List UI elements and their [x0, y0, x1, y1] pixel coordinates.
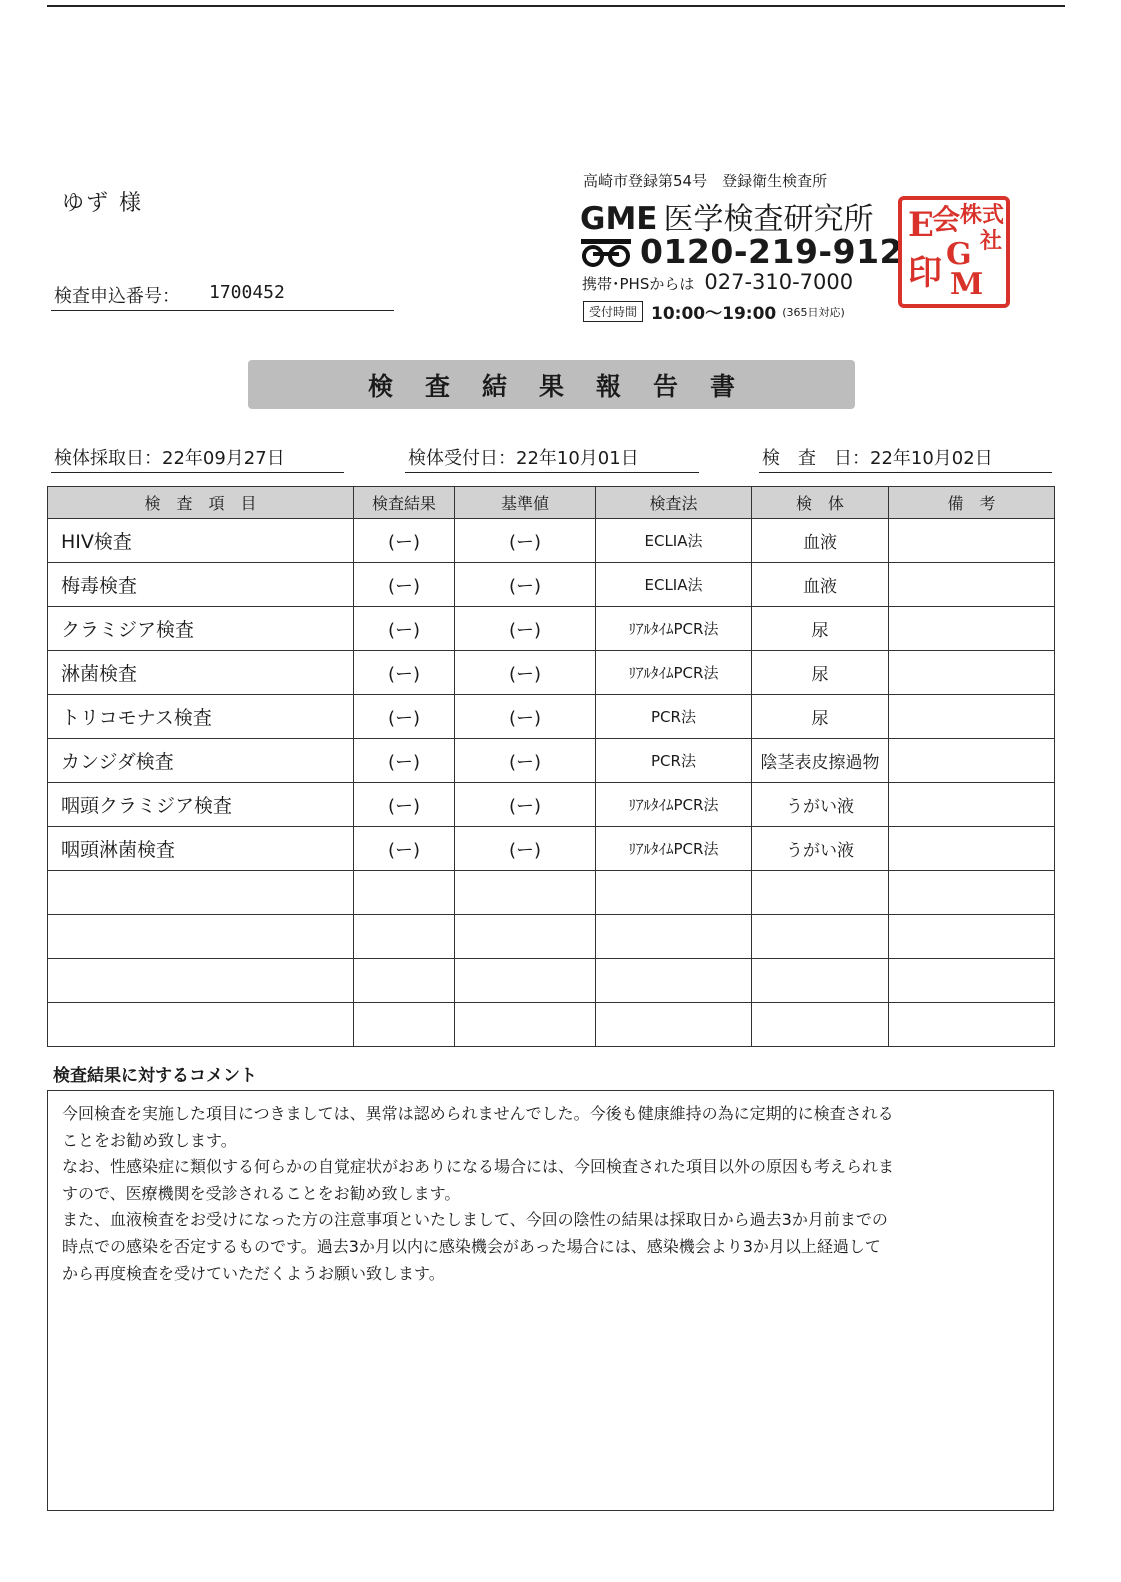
- cell-item: [48, 959, 354, 1003]
- report-title: 検査結果報告書: [248, 360, 855, 409]
- receipt-date: 検体受付日：22年10月01日: [405, 444, 699, 473]
- comment-line: 時点での感染を否定するものです。過去3か月以内に感染機会があった場合には、感染機会より3か月以上経過して: [62, 1236, 881, 1256]
- cell-item: [48, 915, 354, 959]
- cell-result: [354, 915, 455, 959]
- table-row: [48, 607, 1055, 651]
- cell-specimen: 尿: [752, 607, 889, 651]
- col-header-item: 検 査 項 目: [48, 487, 354, 519]
- seal-char: 印: [908, 253, 942, 293]
- cell-method: ﾘｱﾙﾀｲﾑPCR法: [596, 651, 752, 695]
- seal-char: G: [946, 237, 972, 272]
- cell-result: (ー): [354, 607, 455, 651]
- cell-method: [596, 1003, 752, 1047]
- seal-char: M: [950, 267, 984, 302]
- cell-method: ﾘｱﾙﾀｲﾑPCR法: [596, 783, 752, 827]
- cell-reference: (ー): [455, 783, 596, 827]
- cell-item: 咽頭クラミジア検査: [48, 783, 354, 827]
- cell-specimen: うがい液: [752, 783, 889, 827]
- table-row: [48, 563, 1055, 607]
- cell-item: [48, 871, 354, 915]
- cell-remarks: [889, 695, 1055, 739]
- cell-method: [596, 871, 752, 915]
- cell-item: [48, 1003, 354, 1047]
- cell-reference: (ー): [455, 563, 596, 607]
- cell-reference: (ー): [455, 651, 596, 695]
- table-row: [48, 871, 1055, 915]
- cell-result: (ー): [354, 827, 455, 871]
- collection-date: 検体採取日：22年09月27日: [51, 444, 344, 473]
- cell-method: PCR法: [596, 695, 752, 739]
- cell-item: トリコモナス検査: [48, 695, 354, 739]
- cell-method: [596, 915, 752, 959]
- cell-specimen: 尿: [752, 695, 889, 739]
- cell-specimen: 血液: [752, 519, 889, 563]
- application-number-field: [51, 282, 394, 311]
- cell-reference: (ー): [455, 739, 596, 783]
- lab-name-text: 医学検査研究所: [663, 202, 874, 237]
- table-row: [48, 915, 1055, 959]
- top-rule: [47, 5, 1065, 7]
- cell-method: PCR法: [596, 739, 752, 783]
- col-header-remarks: 備 考: [889, 487, 1055, 519]
- cell-specimen: [752, 871, 889, 915]
- results-table: [47, 486, 1055, 1047]
- hours-badge: 受付時間: [583, 301, 643, 322]
- comment-line: すので、医療機関を受診されることをお勧め致します。: [62, 1183, 461, 1203]
- comment-line: 今回検査を実施した項目につきましては、異常は認められませんでした。今後も健康維持の為に定期的に検査される: [62, 1104, 894, 1123]
- lab-registration: 高崎市登録第54号 登録衛生検査所: [583, 172, 828, 190]
- freedial-icon: [580, 237, 632, 267]
- cell-remarks: [889, 1003, 1055, 1047]
- application-number-label: 検査申込番号：: [54, 286, 180, 307]
- cell-specimen: 陰茎表皮擦過物: [752, 739, 889, 783]
- cell-item: HIV検査: [48, 519, 354, 563]
- cell-reference: [455, 871, 596, 915]
- cell-reference: (ー): [455, 827, 596, 871]
- seal-char: E: [908, 205, 934, 245]
- cell-result: (ー): [354, 783, 455, 827]
- comment-line: また、血液検査をお受けになった方の注意事項といたしまして、今回の陰性の結果は採取日から過去3か月前までの: [62, 1210, 888, 1230]
- cell-result: (ー): [354, 695, 455, 739]
- seal-char: 会: [932, 203, 961, 236]
- comment-line: から再度検査を受けていただくようお願い致します。: [62, 1263, 445, 1283]
- col-header-result: 検査結果: [354, 487, 455, 519]
- table-row: [48, 1003, 1055, 1047]
- cell-item: クラミジア検査: [48, 607, 354, 651]
- cell-remarks: [889, 739, 1055, 783]
- comment-line: なお、性感染症に類似する何らかの自覚症状がおありになる場合には、今回検査された項目以外の原因も考えられま: [62, 1157, 895, 1177]
- cell-remarks: [889, 827, 1055, 871]
- table-header-row: [48, 487, 1055, 519]
- exam-date: 検 査 日：22年10月02日: [759, 444, 1052, 473]
- mobile-line: [582, 270, 853, 294]
- cell-result: [354, 959, 455, 1003]
- cell-result: (ー): [354, 519, 455, 563]
- table-row: [48, 959, 1055, 1003]
- cell-result: [354, 1003, 455, 1047]
- cell-item: 淋菌検査: [48, 651, 354, 695]
- cell-result: (ー): [354, 651, 455, 695]
- cell-result: (ー): [354, 563, 455, 607]
- cell-specimen: [752, 1003, 889, 1047]
- freedial-line: [580, 232, 903, 271]
- cell-remarks: [889, 915, 1055, 959]
- cell-method: ECLIA法: [596, 563, 752, 607]
- freedial-number: 0120-219-912: [640, 232, 904, 271]
- table-row: [48, 827, 1055, 871]
- application-number-value: 1700452: [209, 282, 285, 303]
- hours-line: [583, 299, 845, 324]
- lab-brand: GME: [580, 201, 658, 237]
- mobile-number: 027-310-7000: [704, 270, 854, 294]
- cell-reference: [455, 959, 596, 1003]
- recipient-name: ゆず 様: [62, 191, 143, 216]
- table-row: [48, 739, 1055, 783]
- cell-remarks: [889, 783, 1055, 827]
- company-seal-stamp: [898, 196, 1010, 308]
- cell-specimen: 尿: [752, 651, 889, 695]
- cell-reference: (ー): [455, 695, 596, 739]
- hours-time: 10:00～19:00: [651, 304, 777, 324]
- table-row: [48, 695, 1055, 739]
- hours-note: (365日対応): [782, 305, 845, 319]
- cell-specimen: [752, 915, 889, 959]
- cell-method: ECLIA法: [596, 519, 752, 563]
- table-row: [48, 519, 1055, 563]
- cell-remarks: [889, 607, 1055, 651]
- cell-remarks: [889, 563, 1055, 607]
- cell-method: ﾘｱﾙﾀｲﾑPCR法: [596, 607, 752, 651]
- mobile-label: 携帯･PHSからは: [582, 275, 695, 293]
- seal-char: 株: [960, 202, 983, 228]
- col-header-specimen: 検 体: [752, 487, 889, 519]
- cell-specimen: [752, 959, 889, 1003]
- cell-specimen: うがい液: [752, 827, 889, 871]
- table-row: [48, 651, 1055, 695]
- cell-item: 咽頭淋菌検査: [48, 827, 354, 871]
- cell-method: ﾘｱﾙﾀｲﾑPCR法: [596, 827, 752, 871]
- cell-item: カンジダ検査: [48, 739, 354, 783]
- comment-box: [47, 1090, 1054, 1511]
- comment-title: 検査結果に対するコメント: [53, 1066, 257, 1086]
- cell-specimen: 血液: [752, 563, 889, 607]
- table-row: [48, 783, 1055, 827]
- cell-method: [596, 959, 752, 1003]
- col-header-reference: 基準値: [455, 487, 596, 519]
- seal-char: 社: [980, 228, 1003, 254]
- seal-char: 式: [982, 202, 1005, 228]
- cell-remarks: [889, 519, 1055, 563]
- cell-remarks: [889, 651, 1055, 695]
- cell-result: [354, 871, 455, 915]
- col-header-method: 検査法: [596, 487, 752, 519]
- cell-remarks: [889, 871, 1055, 915]
- cell-item: 梅毒検査: [48, 563, 354, 607]
- cell-remarks: [889, 959, 1055, 1003]
- cell-reference: (ー): [455, 607, 596, 651]
- cell-reference: [455, 1003, 596, 1047]
- cell-reference: [455, 915, 596, 959]
- cell-result: (ー): [354, 739, 455, 783]
- comment-line: ことをお勧め致します。: [62, 1130, 237, 1150]
- cell-reference: (ー): [455, 519, 596, 563]
